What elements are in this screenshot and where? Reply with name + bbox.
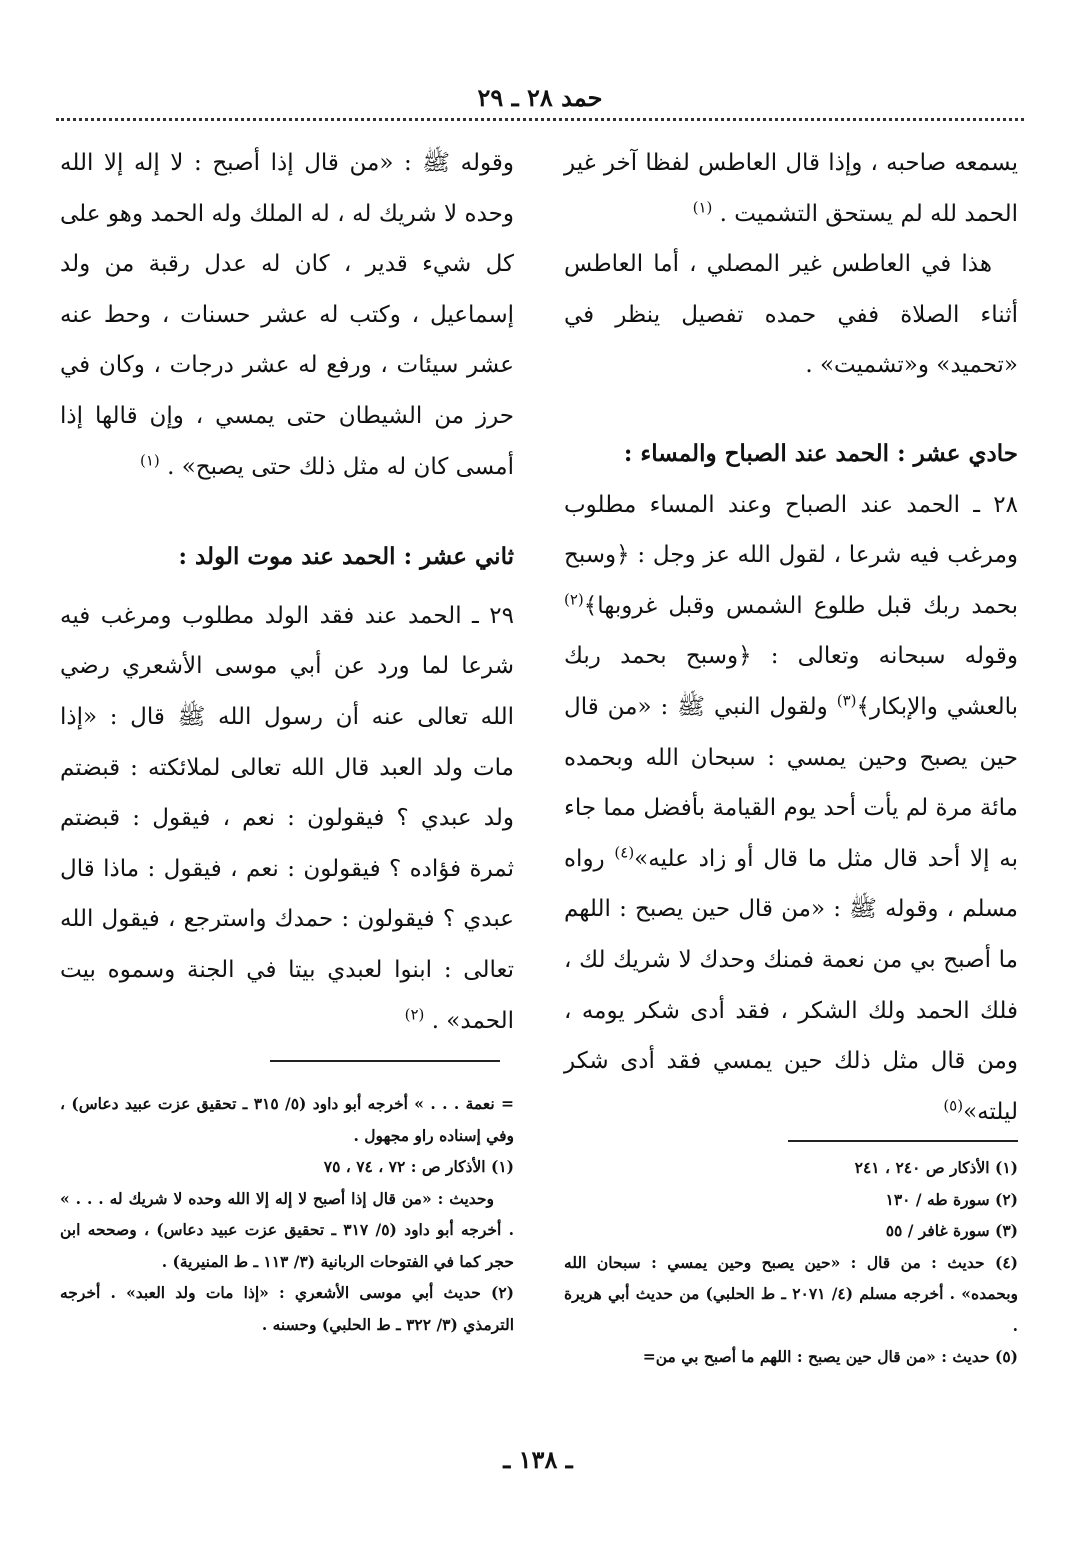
right-column bbox=[564, 138, 1018, 1137]
spacer bbox=[60, 492, 514, 532]
footnote-rule-right bbox=[788, 1140, 1018, 1142]
paragraph-text: رواه مسلم ، وقوله ﷺ : «من قال حين يصبح : اللهم ما أصبح بي من نعمة فمنك وحدك لا شريك لك ، فلك الحمد ولك الشكر ، فقد أدى شكر يومه ، ومن قال مثل ذلك حين يمسي فقد أدى شكر ليلته» bbox=[564, 845, 1018, 1125]
section-heading-12: ثاني عشر : الحمد عند موت الولد : bbox=[178, 543, 514, 571]
footnote-ref: (١) bbox=[139, 450, 160, 469]
section-heading-11: حادي عشر : الحمد عند الصباح والمساء : bbox=[623, 439, 1018, 467]
paragraph-text: ولقول النبي ﷺ : «من قال حين يصبح وحين يمسي : سبحان الله وبحمده مائة مرة لم يأت أحد يوم القيامة بأفضل مما جاء به إلا أحد قال مثل ما قال أو زاد عليه» bbox=[564, 693, 1018, 872]
spacer bbox=[564, 391, 1018, 429]
right-paragraph-1 bbox=[564, 138, 1018, 239]
header-dotted-rule bbox=[56, 118, 1024, 121]
page-number: ـ ١٣٨ ـ bbox=[503, 1445, 573, 1474]
footnote-item: (١) الأذكار ص ٢٤٠ ، ٢٤١ bbox=[854, 1158, 1018, 1177]
left-paragraph-1-text: وقوله ﷺ : «من قال إذا أصبح : لا إله إلا الله وحده لا شريك له ، له الملك وله الحمد وهو على كل شيء قدير ، كان له عدل رقبة من ولد إسماعيل ، وكتب له عشر حسنات ، وحط عنه عشر سيئات ، ورفع له عشر درجات ، وكان في حرز من الشيطان حتى يمسي ، وإن قالها إذا أمسى كان له مثل ذلك حتى يصبح» . bbox=[60, 150, 514, 480]
footnote-ref: (٥) bbox=[943, 1096, 964, 1115]
right-paragraph-3 bbox=[564, 480, 1018, 1138]
footnote-ref: (٣) bbox=[836, 691, 857, 710]
paragraph-text: ٢٨ ـ الحمد عند الصباح وعند المساء مطلوب ومرغب فيه شرعا ، لقول الله عز وجل : ﴿وسبح بحمد ربك قبل طلوع الشمس وقبل غروبها﴾ bbox=[564, 491, 1018, 619]
footnote-ref: (٢) bbox=[404, 1004, 425, 1023]
footnote-item: = نعمة . . . » أخرجه أبو داود (٥/ ٣١٥ ـ تحقيق عزت عبيد دعاس) ، وفي إسناده راو مجهول . bbox=[60, 1094, 514, 1145]
footnote-item: (٢) حديث أبي موسى الأشعري : «إذا مات ولد العبد» . أخرجه الترمذي (٣/ ٣٢٢ ـ ط الحلبي) وحسنه . bbox=[60, 1283, 514, 1334]
footnote-item: (٣) سورة غافر / ٥٥ bbox=[885, 1221, 1018, 1240]
footnote-rule-left bbox=[270, 1060, 500, 1062]
footnote-item: (٢) سورة طه / ١٣٠ bbox=[885, 1189, 1018, 1209]
footnote-item: (١) الأذكار ص : ٧٢ ، ٧٤ ، ٧٥ bbox=[323, 1157, 514, 1176]
footnotes-right bbox=[564, 1152, 1018, 1373]
footnote-ref: (١) bbox=[692, 197, 713, 216]
right-paragraph-1-text: يسمعه صاحبه ، وإذا قال العاطس لفظا آخر غير الحمد لله لم يستحق التشميت . bbox=[564, 150, 1018, 227]
right-paragraph-2: هذا في العاطس غير المصلي ، أما العاطس أثناء الصلاة ففي حمده تفصيل ينظر في «تحميد» و«تشميت» . bbox=[564, 251, 1018, 379]
running-header: حمد ٢٨ ـ ٢٩ bbox=[477, 83, 603, 112]
footnotes-left bbox=[60, 1088, 514, 1340]
footnote-item: وحديث : «من قال إذا أصبح لا إله إلا الله وحده لا شريك له . . . » . أخرجه أبو داود (٥/ ٣١٧ ـ تحقيق عزت عبيد دعاس) ، وصححه ابن حجر كما في الفتوحات الربانية (٣/ ١١٣ ـ ط المنيرية) . bbox=[60, 1188, 514, 1271]
footnote-item: (٥) حديث : «من قال حين يصبح : اللهم ما أصبح بي من= bbox=[642, 1347, 1018, 1366]
left-paragraph-2 bbox=[60, 591, 514, 1046]
left-column bbox=[60, 138, 514, 1046]
left-paragraph-1 bbox=[60, 138, 514, 492]
footnote-ref: (٢) bbox=[564, 590, 584, 609]
footnote-item: (٤) حديث : من قال : «حين يصبح وحين يمسي : سبحان الله وبحمده» . أخرجه مسلم (٤/ ٢٠٧١ ـ ط الحلبي) من حديث أبي هريرة . bbox=[564, 1252, 1019, 1335]
footnote-ref: (٤) bbox=[614, 843, 635, 862]
paragraph-text: وقوله سبحانه وتعالى : ﴿وسبح بحمد ربك بالعشي والإبكار﴾ bbox=[564, 643, 1018, 720]
spacer bbox=[60, 583, 514, 591]
left-paragraph-2-text: ٢٩ ـ الحمد عند فقد الولد مطلوب ومرغب فيه شرعا لما ورد عن أبي موسى الأشعري رضي الله تعالى عنه أن رسول الله ﷺ قال : «إذا مات ولد العبد قال الله تعالى لملائكته : قبضتم ولد عبدي ؟ فيقولون : نعم ، فيقول : قبضتم ثمرة فؤاده ؟ فيقولون : نعم ، فيقول : ماذا قال عبدي ؟ فيقولون : حمدك واسترجع ، فيقول الله تعالى : ابنوا لعبدي بيتا في الجنة وسموه بيت الحمد» . bbox=[60, 602, 514, 1034]
